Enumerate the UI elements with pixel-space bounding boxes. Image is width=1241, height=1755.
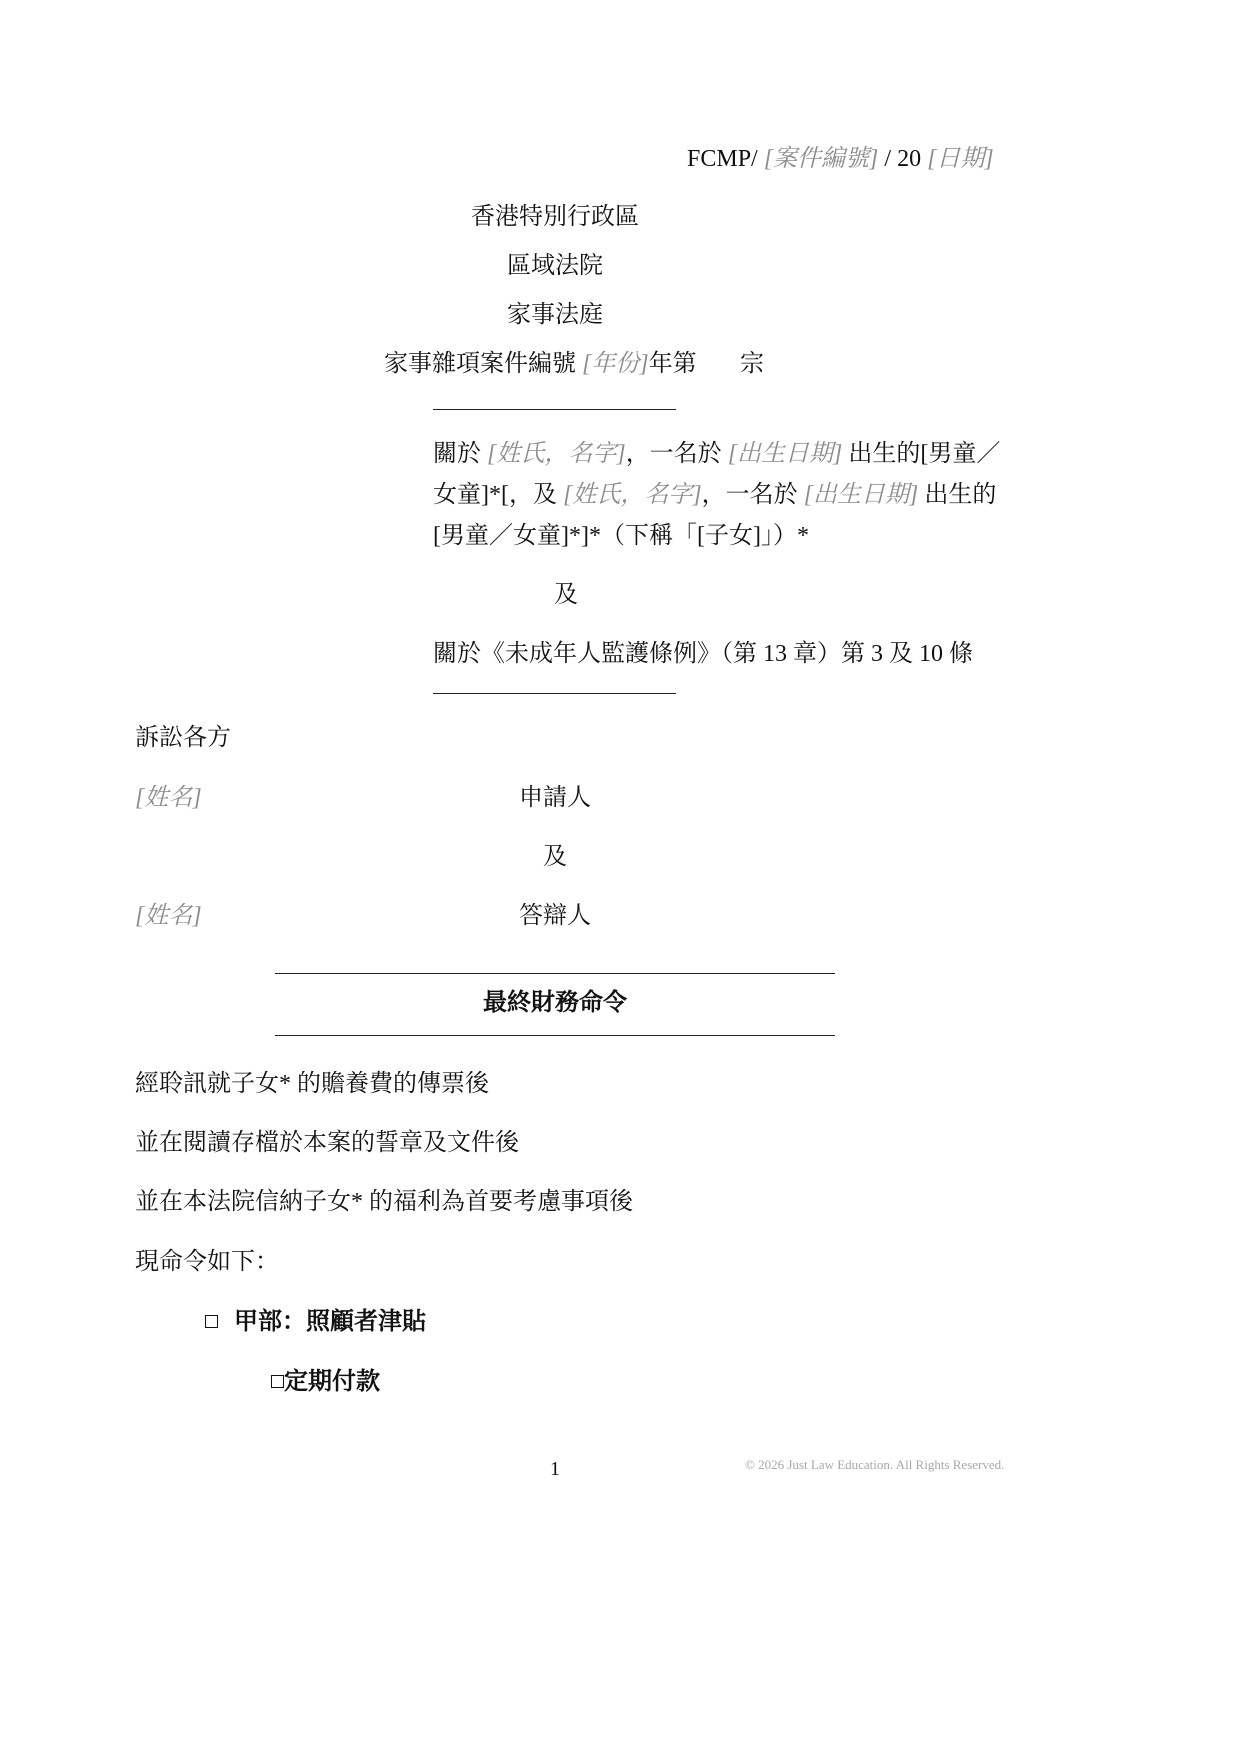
periodic-payment-label: 定期付款 bbox=[284, 1369, 380, 1395]
court-region: 香港特別行政區 bbox=[471, 204, 639, 230]
periodic-payment-checkbox[interactable] bbox=[271, 1375, 284, 1388]
copyright-notice: © 2026 Just Law Education. All Rights Reserved. bbox=[745, 1457, 1005, 1472]
matter-line-1: 關於 [姓氏，名字]，一名於 [出生日期] 出生的[男童／ bbox=[433, 441, 1001, 467]
section-a-label: 甲部：照顧者津貼 bbox=[234, 1309, 426, 1335]
section-a-checkbox[interactable] bbox=[205, 1315, 218, 1328]
divider-matter bbox=[433, 693, 676, 694]
respondent-name-placeholder: [姓名] bbox=[135, 903, 202, 929]
child-name-placeholder-2: [姓氏，名字] bbox=[562, 482, 702, 508]
respondent-label: 答辯人 bbox=[519, 903, 591, 929]
matter-line-3: [男童／女童]*]*（下稱「[子女]」）* bbox=[433, 523, 809, 549]
child-name-placeholder: [姓氏，名字] bbox=[487, 441, 626, 467]
case-ref-separator: / 20 bbox=[878, 146, 928, 172]
dob-placeholder-2: [出生日期] bbox=[803, 482, 919, 508]
section-a-item bbox=[205, 1308, 426, 1337]
divider-top bbox=[433, 409, 676, 410]
parties-and: 及 bbox=[543, 844, 567, 870]
recital-hearing: 經聆訊就子女* 的贍養費的傳票後 bbox=[135, 1071, 489, 1097]
case-number-suffix: 宗 bbox=[740, 351, 764, 377]
title-rule-bottom bbox=[275, 1035, 835, 1036]
case-number-line: 家事雜項案件編號 [年份]年第 bbox=[384, 351, 697, 377]
date-placeholder: [日期] bbox=[927, 146, 994, 172]
case-number-placeholder: [案件編號] bbox=[763, 146, 879, 172]
title-rule-top bbox=[275, 973, 835, 974]
periodic-payment-item bbox=[271, 1368, 380, 1397]
case-reference bbox=[687, 145, 994, 174]
court-name: 區域法院 bbox=[507, 253, 603, 279]
recital-welfare: 並在本法院信納子女* 的福利為首要考慮事項後 bbox=[135, 1189, 633, 1215]
case-ref-prefix: FCMP/ bbox=[687, 146, 758, 172]
order-intro: 現命令如下： bbox=[135, 1249, 279, 1275]
matter-and: 及 bbox=[554, 582, 578, 608]
applicant-label: 申請人 bbox=[519, 785, 591, 811]
ordinance-line: 關於《未成年人監護條例》（第 13 章）第 3 及 10 條 bbox=[433, 641, 973, 667]
order-title: 最終財務命令 bbox=[483, 990, 627, 1016]
matter-line-2: 女童]*[，及 [姓氏，名字]，一名於 [出生日期] 出生的 bbox=[433, 482, 997, 508]
dob-placeholder: [出生日期] bbox=[727, 441, 843, 467]
court-division: 家事法庭 bbox=[507, 302, 603, 328]
recital-affidavits: 並在閱讀存檔於本案的誓章及文件後 bbox=[135, 1130, 519, 1156]
year-placeholder: [年份] bbox=[582, 351, 649, 377]
applicant-name-placeholder: [姓名] bbox=[135, 785, 202, 811]
parties-heading: 訴訟各方 bbox=[135, 725, 231, 751]
page-number: 1 bbox=[550, 1458, 560, 1480]
